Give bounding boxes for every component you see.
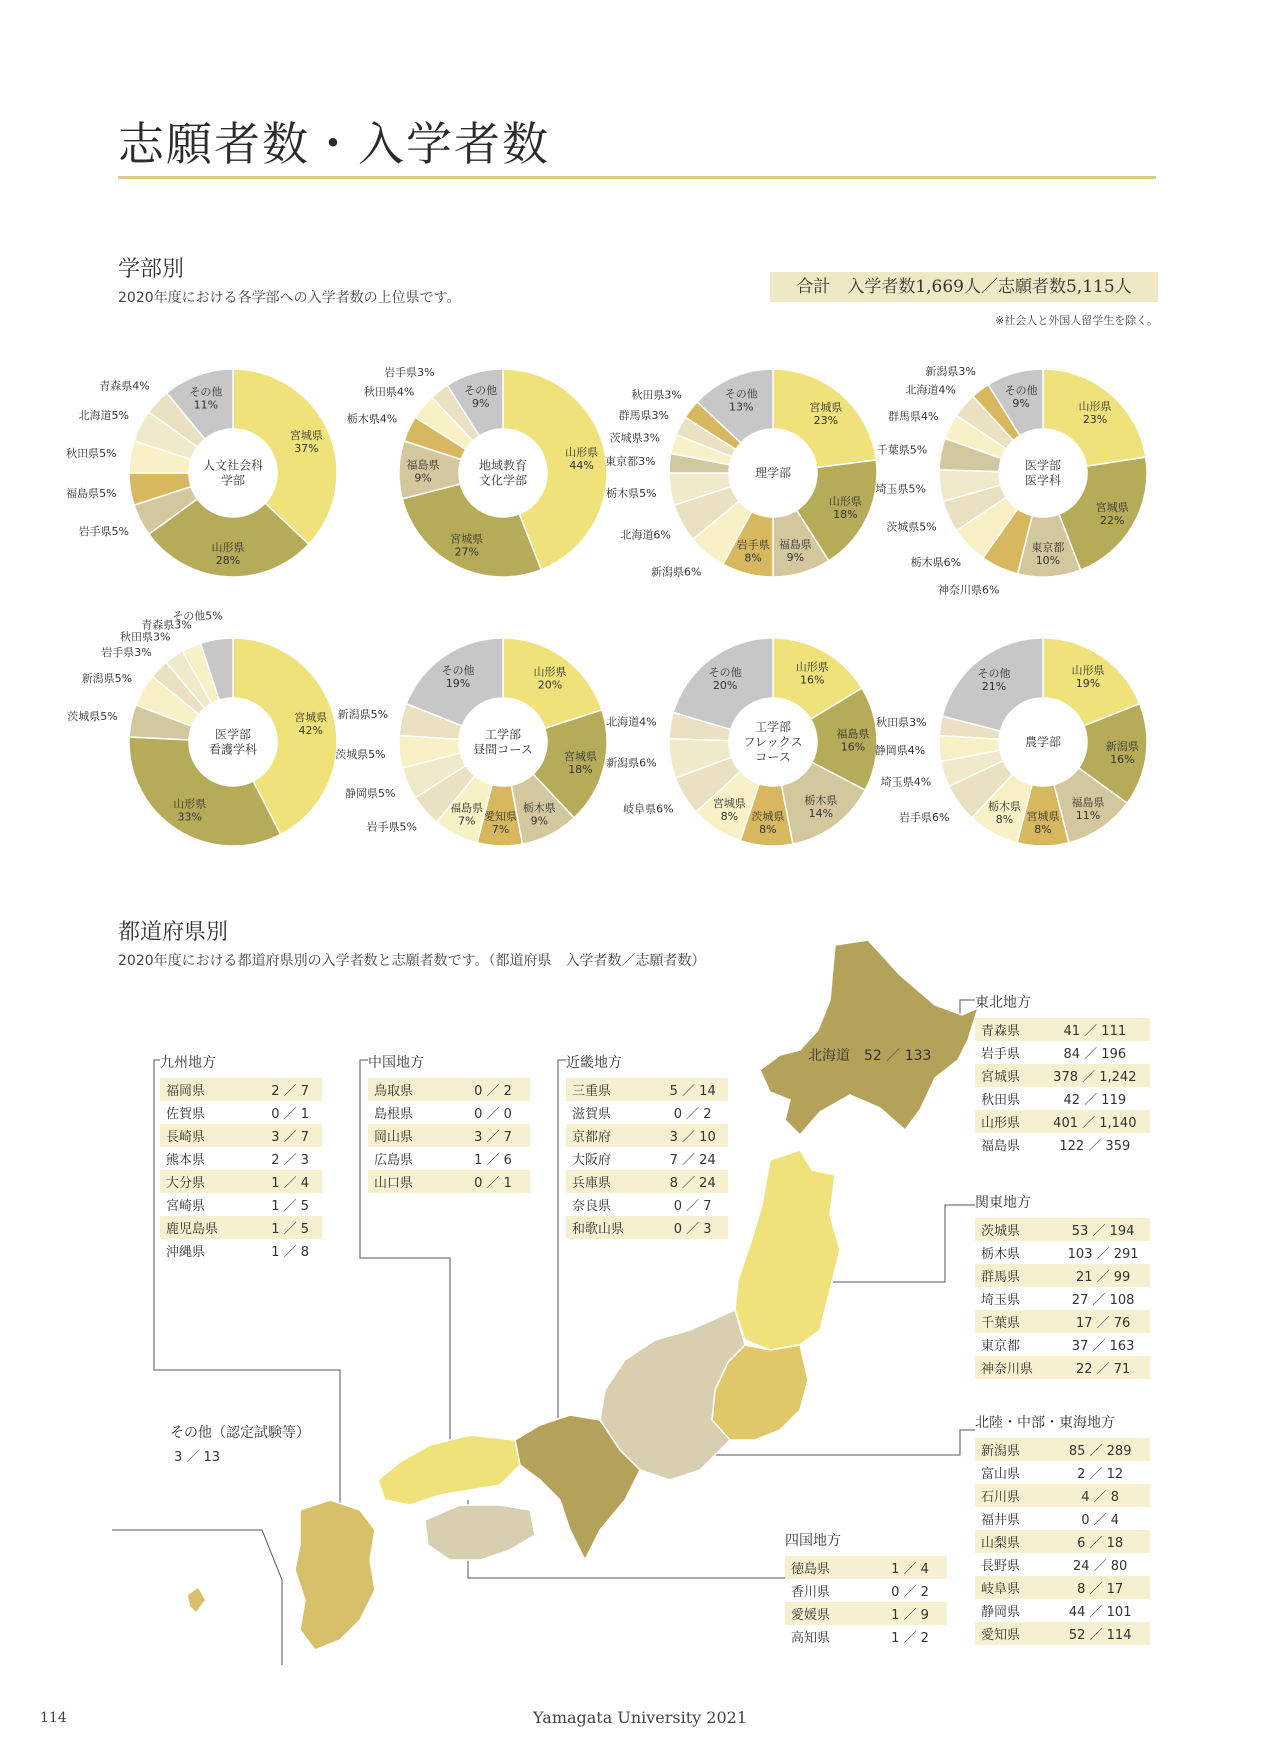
- prefecture-value: 17 ／ 76: [1050, 1310, 1150, 1333]
- chart-center-label: 人文社会科学部: [202, 458, 264, 488]
- chart-center-label: 地域教育文化学部: [478, 458, 528, 488]
- prefecture-value: 3 ／ 7: [450, 1124, 530, 1147]
- prefecture-name: 大分県: [160, 1170, 252, 1193]
- slice-label: 栃木県6%: [910, 556, 962, 570]
- prefecture-value: 85 ／ 289: [1044, 1438, 1150, 1461]
- slice-label: 静岡県4%: [874, 744, 926, 758]
- table-row: [975, 1110, 1150, 1133]
- prefecture-name: 秋田県: [981, 1093, 1021, 1108]
- table-row: [368, 1101, 530, 1124]
- prefecture-name: 徳島県: [785, 1556, 867, 1579]
- table-row: [975, 1064, 1150, 1087]
- slice-label: その他 9%: [464, 384, 498, 411]
- table-row: [975, 1356, 1150, 1379]
- prefecture-name: 沖縄県: [166, 1245, 206, 1260]
- prefecture-name: 愛媛県: [785, 1602, 867, 1625]
- slice-label: 栃木県 8%: [987, 800, 1021, 827]
- slice-label: 宮城県 27%: [450, 532, 484, 559]
- other-region-value: 3 ／ 13: [174, 1450, 221, 1465]
- slice-label: その他 21%: [977, 666, 1011, 693]
- slice-label: 山形県 44%: [565, 446, 599, 473]
- prefecture-value: 0 ／ 1: [271, 1107, 310, 1122]
- table-row: [160, 1193, 322, 1216]
- slice-label: 福島県 16%: [836, 727, 870, 754]
- prefecture-value: 378 ／ 1,242: [1034, 1064, 1150, 1087]
- table-row: [975, 1133, 1150, 1156]
- table-row: [975, 1461, 1150, 1484]
- slice-label: 群馬県3%: [618, 408, 669, 422]
- prefecture-name: 山形県: [975, 1110, 1034, 1133]
- prefecture-value: 2 ／ 7: [252, 1078, 322, 1101]
- prefecture-name: 岐阜県: [975, 1576, 1044, 1599]
- region-kyushu: [160, 1052, 322, 1262]
- prefecture-name: 埼玉県: [981, 1293, 1021, 1308]
- prefecture-name: 三重県: [566, 1078, 651, 1101]
- table-row: [975, 1507, 1150, 1530]
- prefecture-value: 24 ／ 80: [1072, 1559, 1128, 1574]
- region-title: 近畿地方: [566, 1055, 622, 1071]
- prefecture-value: 6 ／ 18: [1044, 1530, 1150, 1553]
- table-row: [975, 1576, 1150, 1599]
- region-title: 中国地方: [368, 1055, 424, 1071]
- slice-label: 埼玉県4%: [880, 775, 932, 789]
- map-kyushu: [295, 1500, 375, 1650]
- table-row: [975, 1264, 1150, 1287]
- slice-label: 秋田県5%: [66, 446, 117, 460]
- prefecture-value: 22 ／ 71: [1050, 1356, 1150, 1379]
- slice-label: その他 9%: [1004, 384, 1038, 411]
- slice-label: 栃木県4%: [346, 412, 398, 426]
- map-tohoku: [735, 1150, 840, 1350]
- table-row: [975, 1484, 1150, 1507]
- slice-label: 宮城県 23%: [809, 400, 843, 427]
- prefecture-value: 27 ／ 108: [1071, 1293, 1135, 1308]
- prefecture-name: 青森県: [975, 1018, 1034, 1041]
- slice-label: 北海道4%: [606, 715, 657, 729]
- slice-label: 福島県 9%: [406, 458, 440, 485]
- faculty-section-title: 学部別: [118, 257, 185, 282]
- slice-label: 茨城県3%: [609, 431, 661, 445]
- region-kanto: [975, 1192, 1150, 1379]
- table-row: [975, 1553, 1150, 1576]
- table-row: [785, 1556, 947, 1579]
- prefecture-name: 滋賀県: [572, 1107, 612, 1122]
- prefecture-name: 香川県: [791, 1585, 831, 1600]
- slice-label: 埼玉県5%: [875, 482, 926, 496]
- prefecture-value: 84 ／ 196: [1063, 1047, 1127, 1062]
- prefecture-value: 8 ／ 17: [1044, 1576, 1150, 1599]
- table-row: [368, 1147, 530, 1170]
- prefecture-name: 宮城県: [975, 1064, 1034, 1087]
- slice-label: 山形県 23%: [1078, 400, 1112, 427]
- prefecture-name: 広島県: [374, 1153, 414, 1168]
- prefecture-name: 山口県: [368, 1170, 450, 1193]
- region-title: 関東地方: [975, 1195, 1031, 1211]
- prefecture-value: 0 ／ 4: [1081, 1513, 1120, 1528]
- prefecture-value: 1 ／ 5: [271, 1199, 310, 1214]
- slice-label: 宮城県 37%: [289, 429, 323, 456]
- slice-label: 千葉県5%: [876, 443, 928, 457]
- table-row: [368, 1078, 530, 1101]
- other-region-title: その他（認定試験等）: [170, 1425, 310, 1441]
- prefecture-name: 長崎県: [160, 1124, 252, 1147]
- region-table: [975, 1018, 1150, 1156]
- chart-center-label: 理学部: [754, 466, 792, 480]
- slice-label: 秋田県4%: [363, 385, 415, 399]
- prefecture-section-title: 都道府県別: [118, 920, 229, 945]
- prefecture-value: 3 ／ 7: [252, 1124, 322, 1147]
- prefecture-value: 8 ／ 24: [651, 1170, 728, 1193]
- table-row: [785, 1602, 947, 1625]
- slice-label: 栃木県5%: [606, 487, 657, 501]
- prefecture-name: 大阪府: [572, 1153, 612, 1168]
- slice-label: 福島県 7%: [450, 801, 484, 828]
- slice-label: 東京都 10%: [1031, 540, 1065, 567]
- prefecture-value: 2 ／ 3: [271, 1153, 310, 1168]
- slice-label: その他 19%: [441, 663, 475, 690]
- slice-label: 岩手県5%: [78, 525, 129, 539]
- slice-label: 新潟県5%: [81, 672, 133, 685]
- slice-label: 宮城県 18%: [563, 749, 597, 776]
- chart-center-label: 農学部: [1024, 735, 1062, 749]
- slice-label: 青森県3%: [141, 618, 192, 632]
- region-title: 北陸・中部・東海地方: [975, 1415, 1115, 1431]
- table-row: [975, 1599, 1150, 1622]
- prefecture-value: 122 ／ 359: [1059, 1139, 1131, 1154]
- table-row: [975, 1438, 1150, 1461]
- prefecture-name: 長野県: [981, 1559, 1021, 1574]
- prefecture-value: 1 ／ 2: [891, 1631, 929, 1646]
- slice-label: 岩手県5%: [366, 820, 417, 834]
- prefecture-value: 4 ／ 8: [1044, 1484, 1150, 1507]
- slice-label: 宮城県 22%: [1095, 501, 1129, 527]
- region-table: [566, 1078, 728, 1239]
- prefecture-value: 42 ／ 119: [1063, 1093, 1127, 1108]
- prefecture-name: 東京都: [981, 1339, 1021, 1354]
- slice-label: 茨城県5%: [335, 748, 386, 762]
- slice-label: 愛知県 7%: [483, 809, 517, 836]
- prefecture-value: 0 ／ 2: [673, 1107, 712, 1122]
- table-row: [368, 1124, 530, 1147]
- table-row: [975, 1018, 1150, 1041]
- prefecture-name: 石川県: [975, 1484, 1044, 1507]
- prefecture-value: 44 ／ 101: [1068, 1605, 1132, 1620]
- prefecture-name: 熊本県: [166, 1153, 206, 1168]
- table-row: [566, 1147, 728, 1170]
- table-row: [160, 1078, 322, 1101]
- region-kinki: [566, 1052, 728, 1239]
- prefecture-value: 1 ／ 6: [474, 1153, 512, 1168]
- region-tohoku: [975, 992, 1150, 1156]
- prefecture-name: 京都府: [566, 1124, 651, 1147]
- region-table: [160, 1078, 322, 1262]
- prefecture-value: 1 ／ 4: [867, 1556, 947, 1579]
- slice-label: 山形県 19%: [1071, 663, 1105, 690]
- slice-label: 東京都3%: [605, 454, 656, 468]
- prefecture-name: 兵庫県: [566, 1170, 651, 1193]
- table-row: [566, 1101, 728, 1124]
- slice-label: 静岡県5%: [345, 786, 396, 800]
- prefecture-value: 2 ／ 12: [1077, 1467, 1124, 1482]
- slice-label: 山形県 28%: [211, 540, 245, 567]
- prefecture-name: 静岡県: [981, 1605, 1021, 1620]
- table-row: [160, 1101, 322, 1124]
- slice-label: 宮城県 42%: [294, 711, 328, 738]
- prefecture-name: 岡山県: [368, 1124, 450, 1147]
- note-text: ※社会人と外国人留学生を除く。: [995, 314, 1158, 327]
- slice-label: 岩手県6%: [898, 811, 950, 825]
- slice-label: 山形県 18%: [828, 495, 862, 522]
- region-table: [785, 1556, 947, 1648]
- prefecture-name: 福島県: [981, 1139, 1021, 1154]
- prefecture-value: 1 ／ 8: [271, 1245, 310, 1260]
- table-row: [566, 1193, 728, 1216]
- prefecture-value: 53 ／ 194: [1050, 1218, 1150, 1241]
- slice-label: 宮城県 8%: [1026, 810, 1060, 836]
- slice-label: その他 20%: [708, 665, 742, 692]
- slice-label: 福島県5%: [66, 487, 117, 501]
- slice-label: 群馬県4%: [887, 409, 939, 423]
- prefecture-value: 0 ／ 1: [450, 1170, 530, 1193]
- prefecture-value: 0 ／ 2: [891, 1585, 929, 1600]
- table-row: [368, 1170, 530, 1193]
- region-title: 四国地方: [785, 1533, 841, 1549]
- prefecture-name: 富山県: [981, 1467, 1021, 1482]
- table-row: [160, 1239, 322, 1262]
- prefecture-value: 0 ／ 3: [651, 1216, 728, 1239]
- prefecture-value: 7 ／ 24: [669, 1153, 716, 1168]
- hokkaido-label: 北海道 52 ／ 133: [808, 1048, 932, 1064]
- prefecture-name: 岩手県: [981, 1047, 1021, 1062]
- region-title: 九州地方: [160, 1055, 216, 1071]
- map-shikoku: [425, 1505, 535, 1560]
- slice-label: 北海道4%: [905, 383, 956, 397]
- prefecture-name: 栃木県: [981, 1247, 1021, 1262]
- region-chugoku: [368, 1052, 530, 1193]
- prefecture-name: 福岡県: [160, 1078, 252, 1101]
- region-table: [368, 1078, 530, 1193]
- prefecture-name: 和歌山県: [566, 1216, 651, 1239]
- page-number: 114: [40, 1710, 67, 1726]
- table-row: [160, 1216, 322, 1239]
- table-row: [160, 1170, 322, 1193]
- slice-label: 青森県4%: [99, 379, 150, 393]
- slice-label: 岩手県 8%: [736, 538, 770, 565]
- slice-label: 北海道5%: [78, 408, 129, 422]
- prefecture-name: 奈良県: [572, 1199, 612, 1214]
- slice-label: 茨城県 8%: [751, 809, 785, 836]
- table-row: [785, 1625, 947, 1648]
- chart-center-label: 工学部昼間コース: [473, 727, 533, 757]
- table-row: [975, 1622, 1150, 1645]
- prefecture-name: 千葉県: [975, 1310, 1050, 1333]
- prefecture-name: 福井県: [981, 1513, 1021, 1528]
- faculty-section-description: 2020年度における各学部への入学者数の上位県です。: [118, 290, 461, 306]
- prefecture-value: 5 ／ 14: [651, 1078, 728, 1101]
- prefecture-value: 3 ／ 10: [651, 1124, 728, 1147]
- prefecture-section-description: 2020年度における都道府県別の入学者数と志願者数です。（都道府県 入学者数／志願者数）: [118, 953, 706, 969]
- map-hokkaido: [760, 940, 978, 1135]
- slice-label: 栃木県 9%: [522, 801, 556, 828]
- table-row: [975, 1041, 1150, 1064]
- slice-label: 山形県 20%: [533, 665, 567, 692]
- slice-label: 秋田県3%: [631, 388, 682, 402]
- prefecture-value: 1 ／ 4: [252, 1170, 322, 1193]
- slice-label: 福島県 9%: [778, 537, 812, 564]
- slice-label: 神奈川県6%: [938, 583, 1000, 597]
- slice-label: 岩手県3%: [384, 365, 435, 379]
- chart-center-label: 医学部看護学科: [208, 727, 258, 757]
- slice-label: 秋田県3%: [119, 630, 171, 644]
- prefecture-name: 高知県: [791, 1631, 831, 1646]
- prefecture-value: 1 ／ 5: [252, 1216, 322, 1239]
- slice-label: 新潟県5%: [337, 708, 389, 722]
- slice-label: 秋田県3%: [876, 715, 927, 729]
- slice-label: 茨城県5%: [886, 520, 937, 534]
- region-table: [975, 1218, 1150, 1379]
- map-okinawa: [188, 1588, 205, 1612]
- prefecture-name: 宮崎県: [166, 1199, 206, 1214]
- prefecture-name: 茨城県: [975, 1218, 1050, 1241]
- slice-label: 岐阜県6%: [623, 802, 674, 816]
- table-row: [566, 1124, 728, 1147]
- chart-center-label: 工学部フレックスコース: [743, 720, 803, 764]
- table-row: [160, 1124, 322, 1147]
- prefecture-value: 401 ／ 1,140: [1034, 1110, 1150, 1133]
- slice-label: 宮城県 8%: [712, 797, 746, 824]
- slice-label: その他 11%: [189, 385, 223, 412]
- table-row: [975, 1218, 1150, 1241]
- prefecture-name: 神奈川県: [975, 1356, 1050, 1379]
- slice-label: 新潟県 16%: [1105, 740, 1139, 767]
- prefecture-value: 21 ／ 99: [1050, 1264, 1150, 1287]
- table-row: [975, 1241, 1150, 1264]
- region-shikoku: [785, 1530, 947, 1648]
- slice-label: 栃木県 14%: [804, 794, 838, 821]
- total-summary: 合計 入学者数1,669人／志願者数5,115人: [770, 272, 1158, 302]
- table-row: [975, 1087, 1150, 1110]
- table-row: [975, 1333, 1150, 1356]
- prefecture-name: 鳥取県: [368, 1078, 450, 1101]
- slice-label: その他 13%: [724, 387, 758, 414]
- prefecture-value: 103 ／ 291: [1067, 1247, 1139, 1262]
- region-title: 東北地方: [975, 995, 1031, 1011]
- slice-label: 福島県 11%: [1071, 796, 1105, 823]
- slice-label: 茨城県5%: [67, 709, 118, 723]
- page-title: 志願者数・入学者数: [118, 117, 550, 171]
- prefecture-name: 山梨県: [975, 1530, 1044, 1553]
- slice-label: 岩手県3%: [101, 646, 152, 660]
- slice-label: 新潟県6%: [650, 565, 702, 579]
- prefecture-value: 0 ／ 0: [474, 1107, 512, 1122]
- prefecture-name: 鹿児島県: [160, 1216, 252, 1239]
- region-table: [975, 1438, 1150, 1645]
- prefecture-name: 新潟県: [975, 1438, 1044, 1461]
- prefecture-value: 0 ／ 7: [673, 1199, 712, 1214]
- slice-label: 新潟県3%: [925, 364, 976, 378]
- prefecture-name: 愛知県: [975, 1622, 1044, 1645]
- table-row: [566, 1078, 728, 1101]
- prefecture-value: 0 ／ 2: [450, 1078, 530, 1101]
- prefecture-value: 41 ／ 111: [1034, 1018, 1150, 1041]
- table-row: [160, 1147, 322, 1170]
- prefecture-name: 群馬県: [975, 1264, 1050, 1287]
- slice-label: 山形県 16%: [795, 660, 829, 687]
- map-chugoku: [378, 1435, 520, 1505]
- table-row: [975, 1310, 1150, 1333]
- table-row: [975, 1287, 1150, 1310]
- table-row: [975, 1530, 1150, 1553]
- slice-label: 山形県 33%: [173, 797, 207, 824]
- region-chubu: [975, 1412, 1150, 1645]
- table-row: [785, 1579, 947, 1602]
- prefecture-name: 島根県: [374, 1107, 414, 1122]
- prefecture-name: 佐賀県: [166, 1107, 206, 1122]
- chart-center-label: 医学部医学科: [1024, 458, 1062, 488]
- prefecture-value: 1 ／ 9: [867, 1602, 947, 1625]
- slice-label: 新潟県6%: [606, 756, 657, 770]
- prefecture-value: 37 ／ 163: [1071, 1339, 1135, 1354]
- table-row: [566, 1170, 728, 1193]
- footer-text: Yamagata University 2021: [532, 1708, 748, 1727]
- table-row: [566, 1216, 728, 1239]
- slice-label: 北海道6%: [620, 528, 671, 542]
- prefecture-value: 52 ／ 114: [1044, 1622, 1150, 1645]
- slice-label: その他5%: [172, 609, 223, 623]
